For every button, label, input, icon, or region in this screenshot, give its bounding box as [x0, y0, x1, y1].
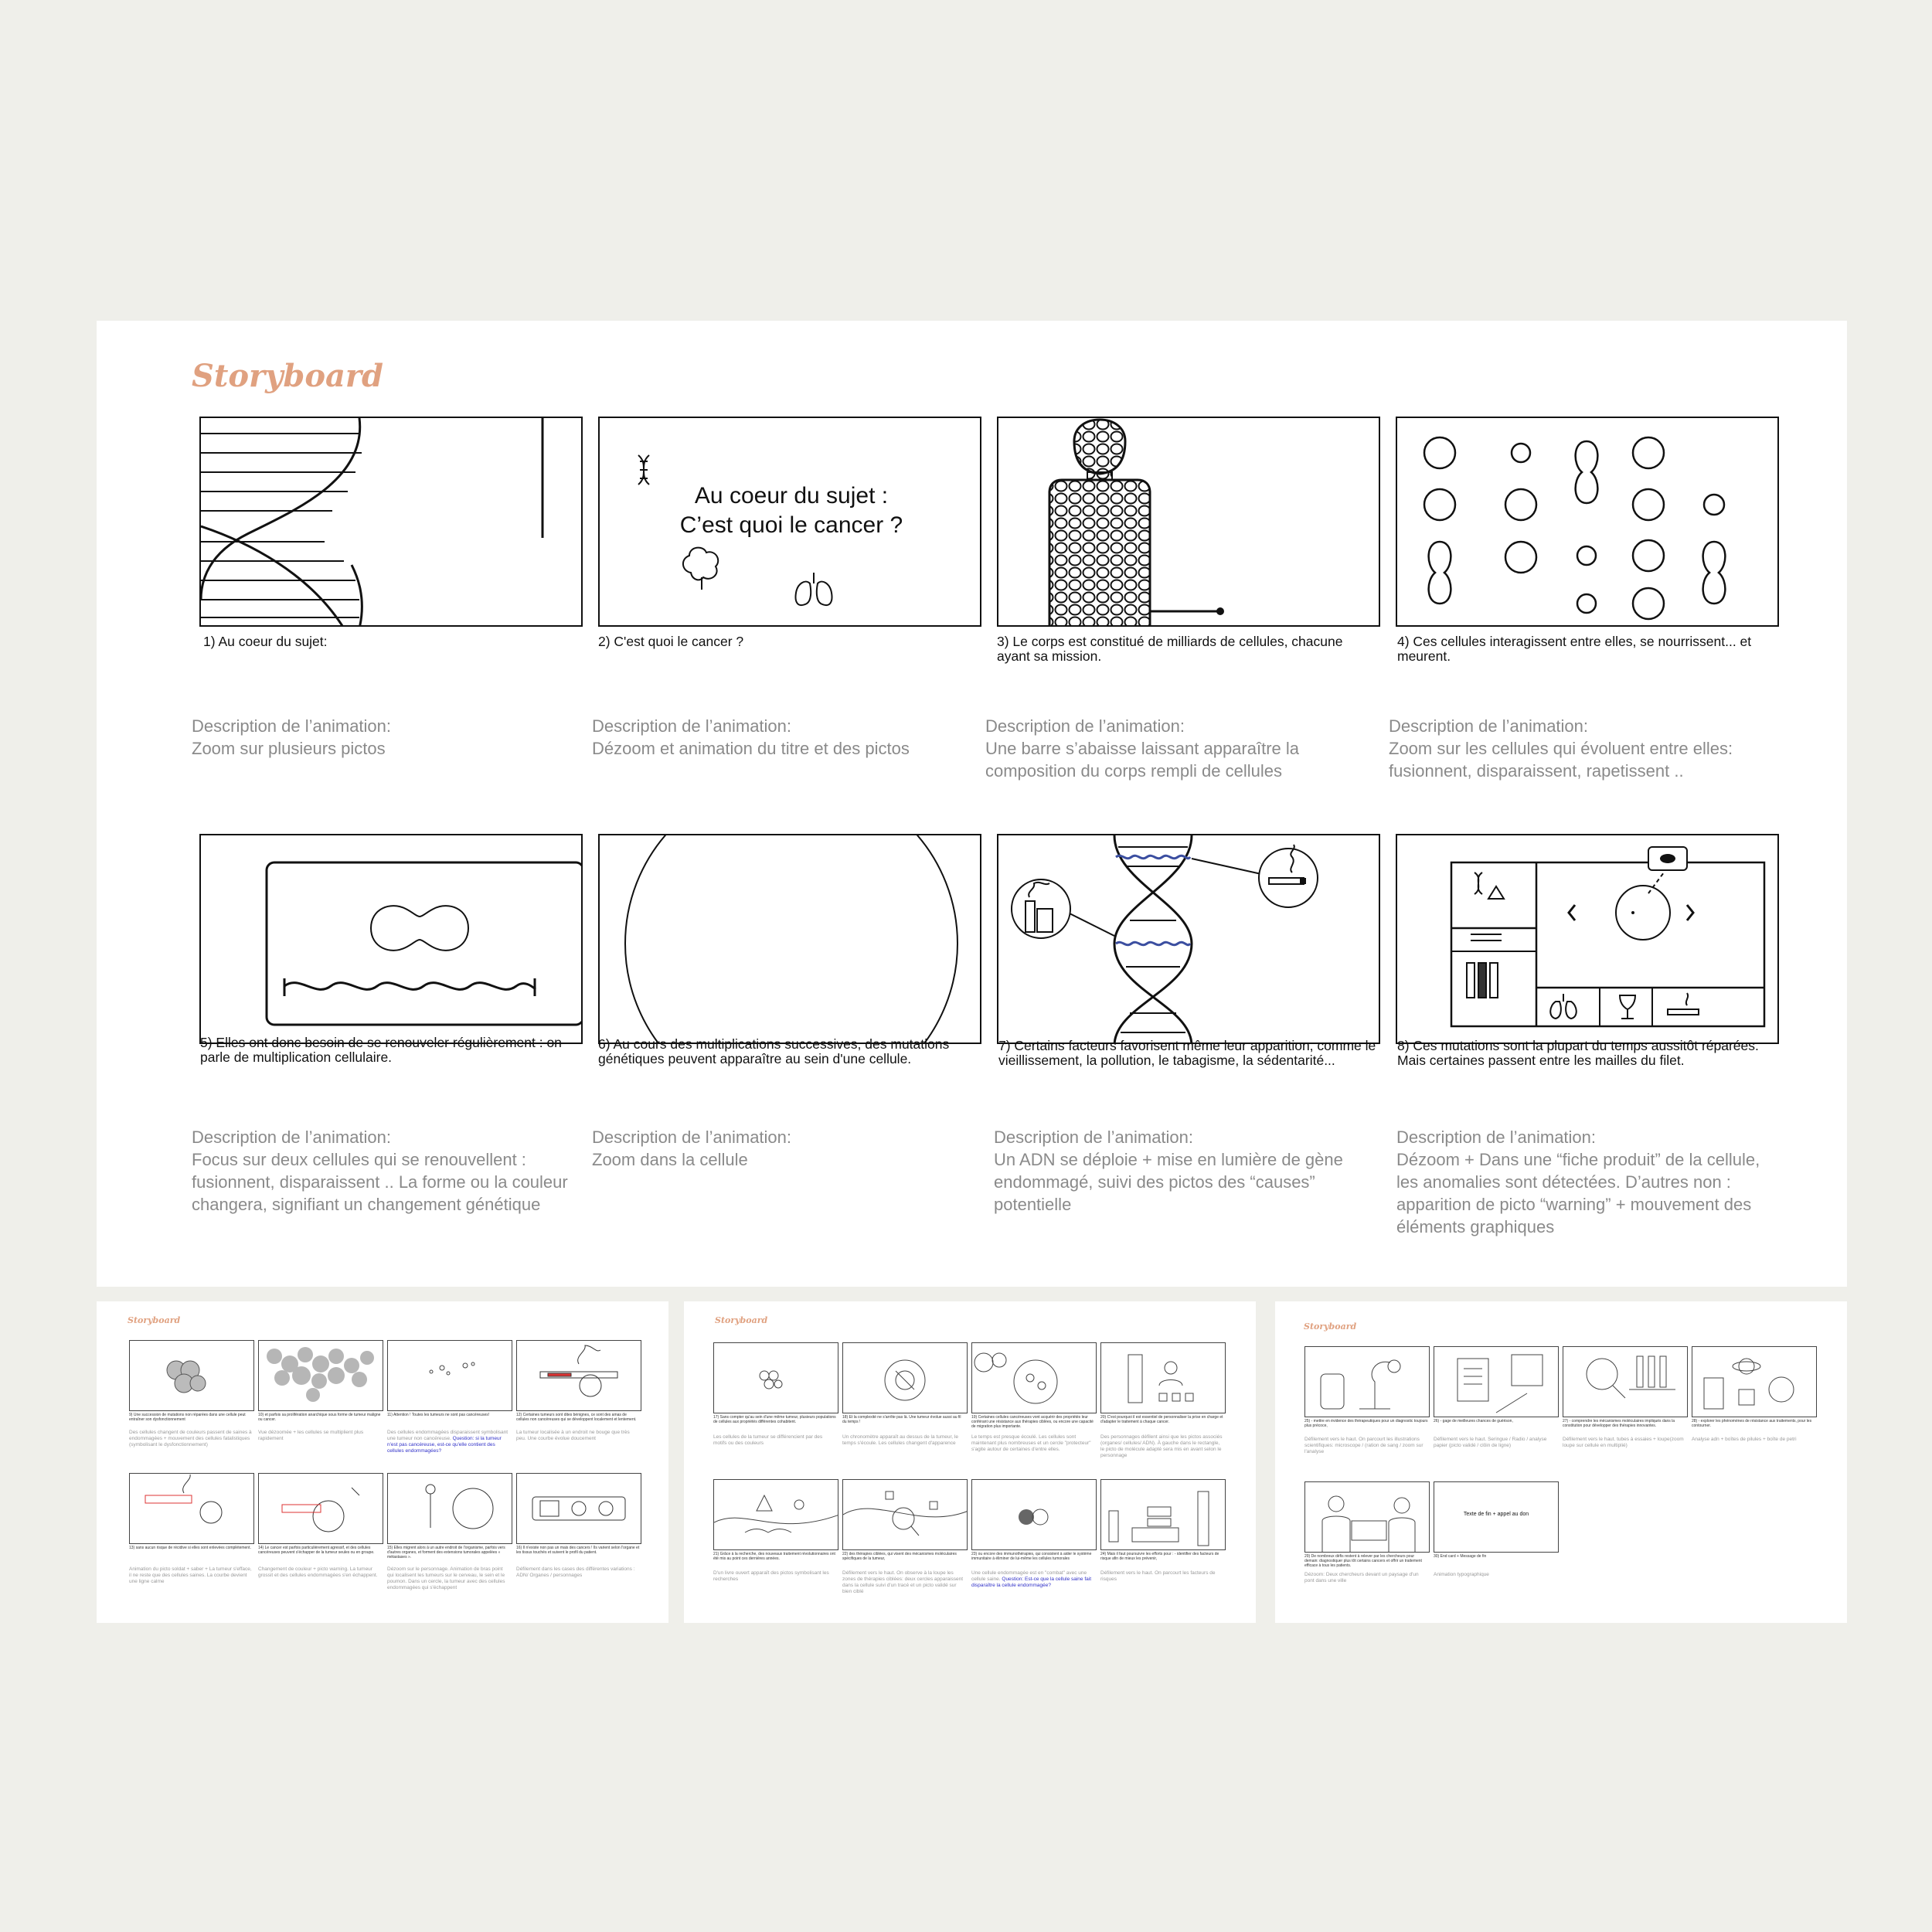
panel-9-image [129, 1340, 254, 1411]
panel-8-description [1396, 1126, 1783, 1238]
dividing-cells-illustration [201, 835, 583, 1044]
panel-27-caption: 27) - comprendre les mécanismes moléculaires impliqués dans la constitution pour développer des thérapies innovantes. [1563, 1419, 1675, 1428]
panel-7-caption: 7) Certains facteurs favorisent même leur apparition, comme le vieillissement, la pollution, le tabagisme, la sédentarité... [998, 1038, 1376, 1068]
storyboard-sheet-4 [1275, 1301, 1847, 1623]
panel-9-description: Des cellules changent de couleurs passent de saines à endommagées + mouvement des cellules fatalistiques (symbolisant le dysfonctionnement) [129, 1430, 252, 1447]
panel-27-description: Défilement vers le haut. tubes à essaies + loupe(zoom loupe sur cellule en multiplié) [1563, 1437, 1684, 1448]
panel-3-description [985, 715, 1372, 782]
panel-11-description [387, 1430, 511, 1454]
panel-18-caption: 18) Et la complexité ne s'arrête pas là. Une tumeur évolue aussi au fil du temps ! [842, 1415, 961, 1424]
panel-19-caption: 19) Certaines cellules cancéreuses vont acquérir des propriétés leur conférant une résistance aux thérapies ciblées, ou encore une capacité de migration plus importante. [971, 1415, 1094, 1429]
panel-8-image [1396, 834, 1779, 1044]
cell-sheet-illustration [1397, 835, 1779, 1044]
panel-12-caption: 12) Certaines tumeurs sont dites bénignes, ce sont des amas de cellules non cancéreuses qui se développent localement et lentement. [516, 1413, 637, 1422]
panel-10-image [258, 1340, 383, 1411]
panel-25-image [1304, 1346, 1430, 1417]
desc-text: Une cellule endommagée est en "combat" avec une cellule saine. [971, 1570, 1087, 1582]
sheet-3-title: Storyboard [715, 1315, 768, 1325]
body-cells-illustration [998, 418, 1380, 627]
desc-label: Description de l’animation: [994, 1128, 1194, 1147]
panel-1-caption: 1) Au coeur du sujet: [203, 634, 328, 649]
panel-17-caption: 17) Sans compter qu'au sein d'une même tumeur, plusieurs populations de cellules aux propriétés différentes cohabitent. [713, 1415, 836, 1424]
panel-26-caption: 26) - gage de meilleures chances de guérison, [1434, 1419, 1513, 1423]
panel-5-image [199, 834, 583, 1044]
panel-23-description [971, 1570, 1095, 1589]
desc-text: Zoom dans la cellule [592, 1150, 748, 1169]
panel-28-caption: 28) - explorer les phénomènes de résistance aux traitements, pour les contourner. [1692, 1419, 1812, 1428]
panel-4-image [1396, 417, 1779, 627]
panel-23-caption: 23) ou encore des immunothérapies, qui consistent à aider le système immunitaire à éliminer de lui-même les cellules tumorales [971, 1552, 1092, 1561]
desc-text: Zoom sur les cellules qui évoluent entre elles: fusionnent, disparaissent, rapetissent .. [1389, 739, 1733, 781]
panel-30-description: Animation typographique [1434, 1572, 1489, 1577]
desc-text: Des cellules endommagées disparaissent symbolisant une tumeur non cancéreuse. [387, 1430, 509, 1441]
panel-15-caption: 15) Elles migrent alors à un autre endroit de l'organisme, parfois vers d'autres organes, et forment des extensions tumorales appelées « métastases ». [387, 1546, 505, 1560]
panel-16-image [516, 1473, 641, 1544]
panel-18-description: Un chronomètre apparaît au dessus de la tumeur, le temps s'écoule. Les cellules changent d'apparence [842, 1434, 958, 1446]
panel-1-description [192, 715, 578, 760]
panel-25-description: Défilement vers le haut. On parcourt les illustrations scientifiques: microscope / (ration de sang / zoom sur l'analyse [1304, 1437, 1423, 1454]
panel-3-caption: 3) Le corps est constitué de milliards de cellules, chacune ayant sa mission. [997, 634, 1343, 664]
panel-24-description: Défilement vers le haut. On parcourt les facteurs de risques [1100, 1570, 1216, 1582]
panel-26-image [1434, 1346, 1559, 1417]
desc-label: Description de l’animation: [592, 716, 792, 736]
storyboard-sheet-2 [97, 1301, 668, 1623]
panel-21-caption: 21) Grâce à la recherche, des nouveaux traitement révolutionnaires ont été mis au point ces dernières années. [713, 1552, 835, 1561]
panel-23-image [971, 1479, 1097, 1550]
panel-29-caption: 29) De nombreux défis restent à relever par les chercheurs pour demain: diagnostiquer plus tôt certains cancers et offrir un traitement efficace à tous les patients. [1304, 1554, 1422, 1568]
panel-13-caption: 13) sans aucun risque de récidive si elles sont enlevées complètement. [129, 1546, 251, 1550]
panel-16-description: Défilement dans les cases des différentes variations : ADN/ Organes / personnages [516, 1566, 635, 1578]
panel-24-image [1100, 1479, 1226, 1550]
panel-12-image [516, 1340, 641, 1411]
desc-label: Description de l’animation: [192, 716, 392, 736]
tree-icon [683, 548, 718, 590]
desc-label: Description de l’animation: [985, 716, 1185, 736]
desc-label: Description de l’animation: [1389, 716, 1589, 736]
desc-text: Dézoom et animation du titre et des pictos [592, 739, 910, 758]
panel-2-image [598, 417, 981, 627]
panel-30-caption: 30) End card + Message de fin [1434, 1554, 1487, 1559]
panel-2-title-line-2: C’est quoi le cancer ? [679, 512, 903, 538]
dna-illustration [201, 418, 583, 627]
panel-11-image [387, 1340, 512, 1411]
desc-text: Une barre s’abaisse laissant apparaître la composition du corps rempli de cellules [985, 739, 1300, 781]
storyboard-sheet-3 [684, 1301, 1256, 1623]
panel-15-description: Dézoom sur le personnage. Animation de bras point qui localisent les tumeurs sur le cerveau, le sein et le poumon. Dans un cercle, la tumeur avec des cellules endommagées qui s'échappent [387, 1566, 505, 1590]
panel-30-image [1434, 1481, 1559, 1553]
panel-10-caption: 10) et parfois sa prolifération anarchique sous forme de tumeur maligne ou cancer. [258, 1413, 381, 1422]
panel-29-description: Dézoom: Deux chercheurs devant un paysage d'un pont dans une ville [1304, 1572, 1419, 1583]
panel-16-caption: 16) Il n'existe non pas un mais des cancers ! Ils varient selon l'organe et les tissus touchés et suivent le profil du patient. [516, 1546, 640, 1555]
end-card-text: Texte de fin + appel au don [1463, 1512, 1529, 1517]
panel-19-image [971, 1342, 1097, 1413]
cell-zoom-illustration [600, 835, 981, 1044]
panel-26-description: Défilement vers le haut. Seringue / Radio / analyse papier (picto validé / clôin de ligne) [1434, 1437, 1547, 1448]
panel-1-image [199, 417, 583, 627]
panel-2-caption: 2) C'est quoi le cancer ? [598, 634, 744, 649]
panel-5-caption: 5) Elles ont donc besoin de se renouveler régulièrement : on parle de multiplication cellulaire. [200, 1035, 562, 1065]
panel-2-title [600, 481, 981, 540]
panel-5-description [192, 1126, 578, 1216]
panel-28-description: Analyse adn + boîtes de pilules + boîte de petri [1692, 1437, 1797, 1442]
sheet-4-title: Storyboard [1304, 1321, 1357, 1332]
panel-21-image [713, 1479, 838, 1550]
panel-20-description: Des personnages défilent ainsi que les pictos associés (organes/ cellules/ ADN). À gauche dans le rectangle, le picto de molécule adapté sera mis en avant selon le personnage [1100, 1434, 1223, 1458]
panel-12-description: La tumeur localisée à un endroit ne bouge que très peu. Une courbe évolue doucement [516, 1430, 630, 1441]
desc-text: Focus sur deux cellules qui se renouvellent : fusionnent, disparaissent .. La forme ou la couleur changera, signifiant un changement génétique [192, 1150, 568, 1214]
panel-14-description: Changement de couleur + picto warning. La tumeur grossit et des cellules endommagées s'en échappent. [258, 1566, 378, 1578]
panel-15-image [387, 1473, 512, 1544]
sheet-2-title: Storyboard [128, 1315, 181, 1325]
panel-29-image [1304, 1481, 1430, 1553]
panel-13-image [129, 1473, 254, 1544]
panel-2-description [592, 715, 978, 760]
panel-27-image [1563, 1346, 1688, 1417]
main-storyboard-sheet [97, 321, 1847, 1287]
panel-28-image [1692, 1346, 1817, 1417]
panel-11-caption: 11) Attention ! Toutes les tumeurs ne sont pas cancéreuses! [387, 1413, 490, 1417]
desc-label: Description de l’animation: [192, 1128, 392, 1147]
panel-14-caption: 14) Le cancer est parfois particulièrement agressif, et des cellules cancéreuses peuvent s'échapper de la tumeur seules ou en groupe. [258, 1546, 375, 1555]
panel-18-image [842, 1342, 968, 1413]
panel-22-description: Défilement vers le haut. On observe à la loupe les zones de thérapies ciblées: deux cercles apparaissent dans la cellule suivi d'un tracé et un picto validé sur bien ciblé [842, 1570, 964, 1594]
desc-text: Dézoom + Dans une “fiche produit” de la cellule, les anomalies sont détectées. D’autres non : apparition de picto “warning” + mouvement des éléments graphiques [1396, 1150, 1760, 1236]
panel-2-title-line-1: Au coeur du sujet : [694, 483, 889, 509]
panel-7-description [994, 1126, 1349, 1216]
desc-label: Description de l’animation: [592, 1128, 792, 1147]
dna-icon [638, 455, 649, 485]
panel-8-caption: 8) Ces mutations sont la plupart du temps aussitôt réparées. Mais certaines passent entre les mailles du filet. [1397, 1038, 1759, 1068]
panel-10-description: Vue dézoomée + les cellules se multiplient plus rapidement [258, 1430, 364, 1441]
desc-text: Zoom sur plusieurs pictos [192, 739, 386, 758]
panel-19-description: Le temps est presque écoulé. Les cellules sont maintenant plus nombreuses et un cercle "protecteur" s'agite autour de certaines d'entre elles. [971, 1434, 1091, 1452]
desc-question: Question: Est-ce que la cellule saine fait disparaître la cellule endommagée? [971, 1577, 1092, 1588]
panel-20-caption: 20) C'est pourquoi il est essentiel de personnaliser la prise en charge et d'adapter le traitement à chaque cancer. [1100, 1415, 1223, 1424]
panel-7-image [997, 834, 1380, 1044]
panel-17-description: Les cellules de la tumeur se différencient par des motifs ou des couleurs [713, 1434, 823, 1446]
panel-22-caption: 22) des thérapies ciblées, qui visent des mécanismes moléculaires spécifiques de la tumeur, [842, 1552, 957, 1561]
panel-24-caption: 24) Mais il faut poursuivre les efforts pour : - identifier des facteurs de risque afin de mieux les prévenir, [1100, 1552, 1219, 1561]
dna-causes-illustration [998, 835, 1380, 1044]
panel-9-caption: 9) Une succession de mutations non réparées dans une cellule peut entraîner son dysfonctionnement [129, 1413, 246, 1422]
desc-question: Question: si la tumeur n'est pas cancéreuse, est-ce qu'elle contient des cellules endommagées? [387, 1436, 502, 1454]
cells-illustration [1397, 418, 1779, 627]
lungs-icon [796, 573, 832, 605]
panel-20-image [1100, 1342, 1226, 1413]
desc-text: Un ADN se déploie + mise en lumière de gène endommagé, suivi des pictos des “causes” potentielle [994, 1150, 1343, 1214]
panel-6-image [598, 834, 981, 1044]
panel-14-image [258, 1473, 383, 1544]
panel-13-description: Animation du picto soldat + saber + La tumeur s'efface, il ne reste que des cellules saines. La courbe devient une ligne calme [129, 1566, 252, 1584]
panel-6-caption: 6) Au cours des multiplications successives, des mutations génétiques peuvent apparaître au sein d'une cellule. [598, 1036, 950, 1066]
panel-21-description: D'un livre ouvert apparaît des pictos symbolisant les recherches [713, 1570, 829, 1582]
panel-6-description [592, 1126, 978, 1171]
desc-label: Description de l’animation: [1396, 1128, 1597, 1147]
panel-4-description [1389, 715, 1783, 782]
panel-22-image [842, 1479, 968, 1550]
panel-17-image [713, 1342, 838, 1413]
page-title: Storyboard [192, 358, 383, 394]
panel-4-caption: 4) Ces cellules interagissent entre elles, se nourrissent... et meurent. [1397, 634, 1752, 664]
panel-25-caption: 25) - mettre en évidence des thérapeutiques pour un diagnostic toujours plus précoce, [1304, 1419, 1428, 1428]
panel-3-image [997, 417, 1380, 627]
